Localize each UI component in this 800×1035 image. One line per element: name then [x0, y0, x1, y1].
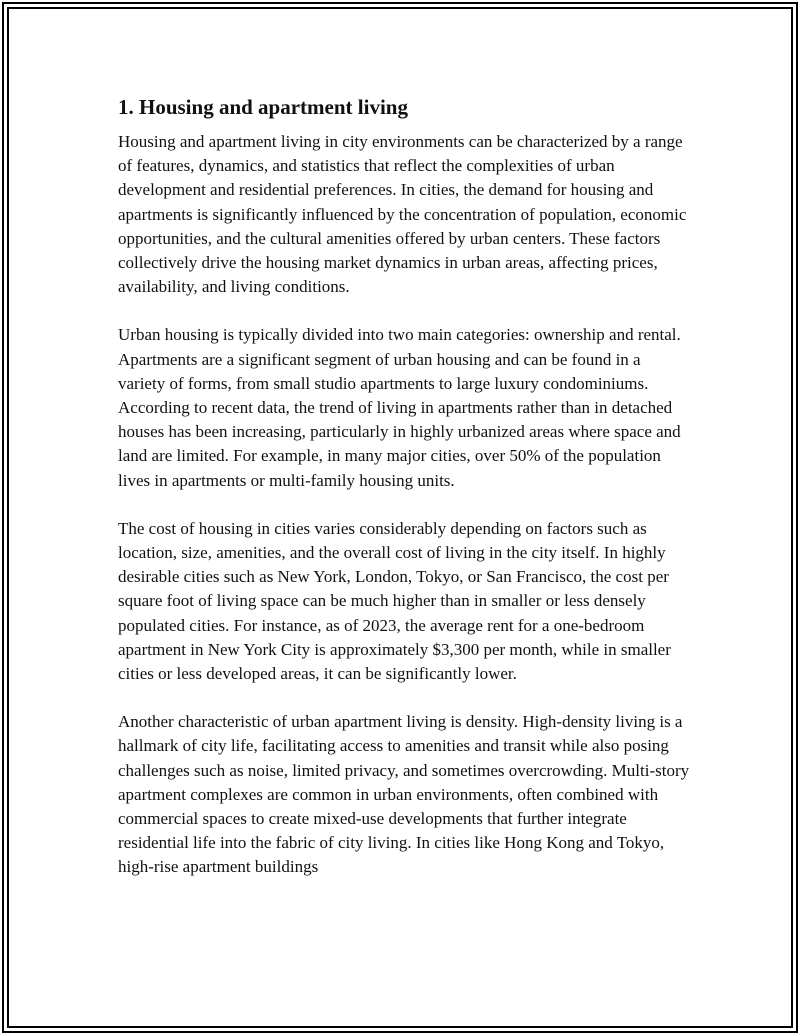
paragraph-housing-categories: Urban housing is typically divided into two main categories: ownership and rental. Apartments are a significant segment of urban housing and can be found in a variety of forms, from small studio apartments to large luxury condominiums. According to recent data, the trend of living in apartments rather than in detached houses has been increasing, particularly in highly urbanized areas where space and land are limited. For example, in many major cities, over 50% of the population lives in apartments or multi-family housing units. — [118, 325, 681, 490]
paragraph-density: Another characteristic of urban apartment living is density. High-density living is a hallmark of city life, facilitating access to amenities and transit while also posing challenges such as noise, limited privacy, and sometimes overcrowding. Multi-story apartment complexes are common in urban environments, often combined with commercial spaces to create mixed-use developments that further integrate residential life into the fabric of city living. In cities like Hong Kong and Tokyo, high-rise apartment buildings — [118, 712, 690, 877]
section-heading: 1. Housing and apartment living — [118, 95, 408, 119]
document-body — [118, 93, 690, 904]
paragraph-housing-cost: The cost of housing in cities varies considerably depending on factors such as location, size, amenities, and the overall cost of living in the city itself. In highly desirable cities such as New York, London, Tokyo, or San Francisco, the cost per square foot of living space can be much higher than in smaller or less densely populated cities. For instance, as of 2023, the average rent for a one-bedroom apartment in New York City is approximately $3,300 per month, while in smaller cities or less developed areas, it can be significantly lower. — [118, 518, 671, 684]
paragraph-intro: Housing and apartment living in city environments can be characterized by a range of features, dynamics, and statistics that reflect the complexities of urban development and residential preferences. In cities, the demand for housing and apartments is significantly influenced by the concentration of population, economic opportunities, and the cultural amenities offered by urban centers. These factors collectively drive the housing market dynamics in urban areas, affecting prices, availability, and living conditions. — [118, 132, 687, 297]
